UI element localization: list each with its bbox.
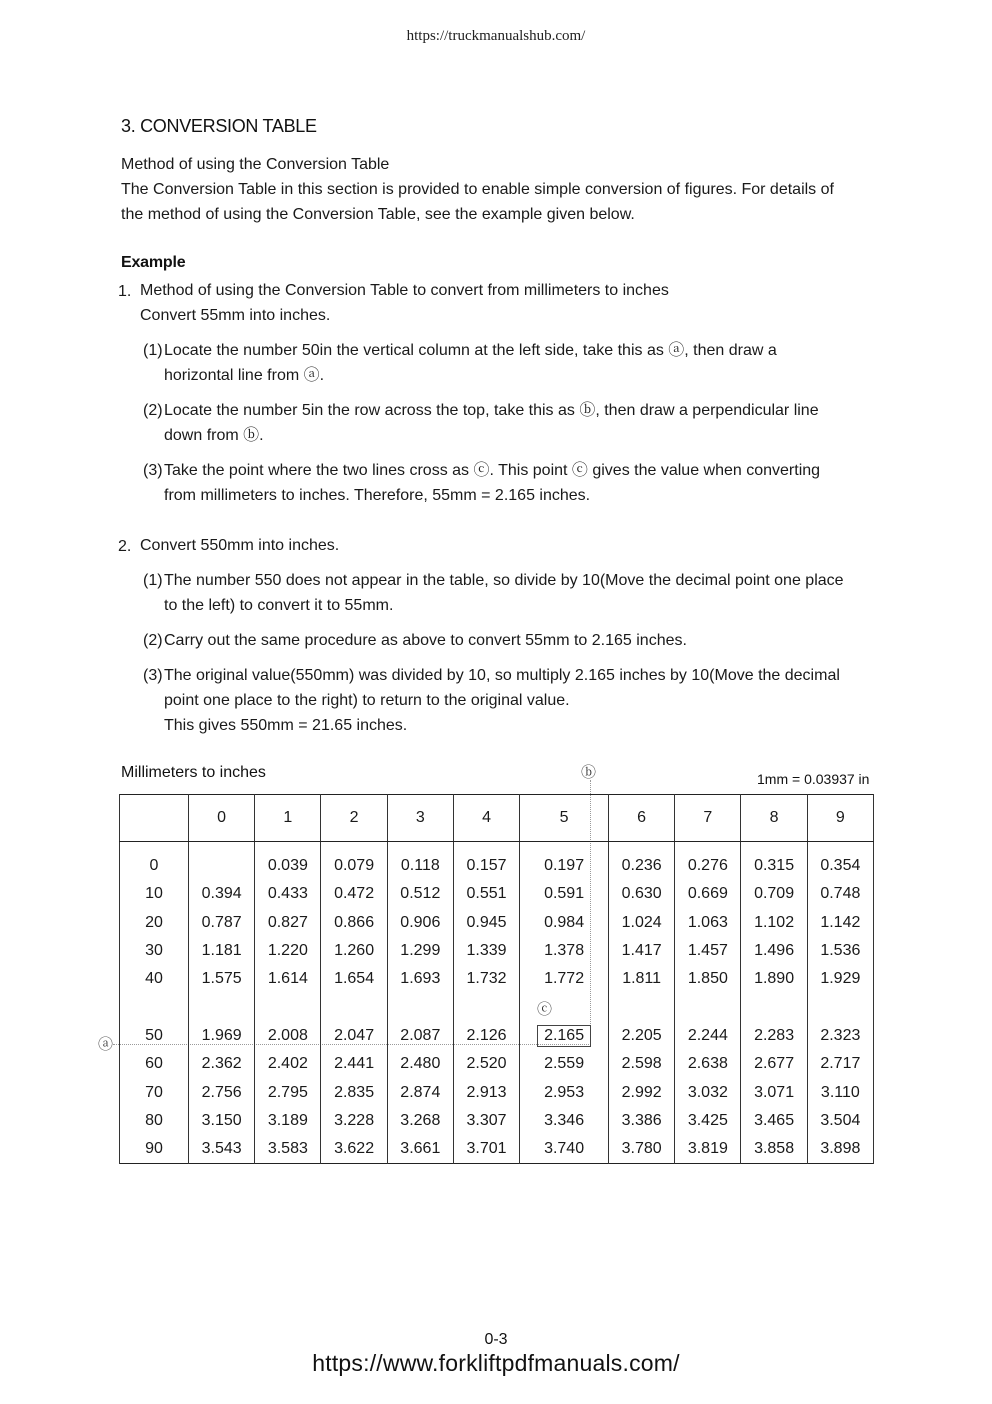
- table-cell: 0.512: [387, 880, 453, 908]
- column-header: 0: [189, 795, 255, 842]
- column-header: 7: [675, 795, 741, 842]
- table-cell: 3.701: [453, 1135, 519, 1164]
- table-spacer-cell: [675, 993, 741, 1021]
- table-cell: 3.780: [609, 1135, 675, 1164]
- example-1-text: Method of using the Conversion Table to convert from millimeters to inches: [140, 282, 669, 299]
- table-cell: 1.929: [807, 965, 873, 993]
- row-header-cell: 90: [120, 1135, 189, 1164]
- marker-c-icon: ⓒ: [537, 1001, 553, 1018]
- conversion-ratio: 1mm = 0.03937 in: [757, 771, 870, 787]
- table-cell: 1.969: [189, 1022, 255, 1050]
- table-cell: 0.787: [189, 909, 255, 937]
- table-cell: 3.858: [741, 1135, 807, 1164]
- table-cell: 0.039: [255, 842, 321, 881]
- table-cell: 3.543: [189, 1135, 255, 1164]
- row-header-cell: 10: [120, 880, 189, 908]
- step-line: down from ⓑ.: [164, 427, 264, 444]
- step-line: from millimeters to inches. Therefore, 55mm = 2.165 inches.: [164, 487, 591, 504]
- table-row: [120, 1050, 874, 1078]
- highlighted-cell: [520, 1022, 609, 1050]
- step-line: to the left) to convert it to 55mm.: [164, 597, 394, 614]
- table-cell: 3.307: [453, 1107, 519, 1135]
- table-cell: 3.465: [741, 1107, 807, 1135]
- table-cell: 1.890: [741, 965, 807, 993]
- row-header-cell: 20: [120, 909, 189, 937]
- table-cell: 3.268: [387, 1107, 453, 1135]
- table-spacer-cell: [520, 993, 609, 1021]
- table-cell: 1.654: [321, 965, 387, 993]
- highlighted-value: 2.165: [537, 1025, 591, 1047]
- table-cell: 2.205: [609, 1022, 675, 1050]
- table-cell: 1.063: [675, 909, 741, 937]
- table-cell: 0.906: [387, 909, 453, 937]
- step-line: The number 550 does not appear in the table, so divide by 10(Move the decimal point one place: [164, 572, 844, 589]
- table-spacer-cell: [120, 993, 189, 1021]
- column-header: [120, 795, 189, 842]
- table-cell: 1.772: [520, 965, 609, 993]
- table-cell: 1.299: [387, 937, 453, 965]
- table-cell: 3.819: [675, 1135, 741, 1164]
- step-line: Take the point where the two lines cross as ⓒ. This point ⓒ gives the value when converting: [164, 462, 821, 479]
- table-cell: 2.520: [453, 1050, 519, 1078]
- table-cell: 0.669: [675, 880, 741, 908]
- example-2-number: 2.: [118, 538, 132, 555]
- table-row: [120, 1022, 874, 1050]
- table-cell: 0.630: [609, 880, 675, 908]
- step-line: This gives 550mm = 21.65 inches.: [164, 717, 408, 734]
- example-1-text: Convert 55mm into inches.: [140, 307, 331, 324]
- step-label: (1): [143, 342, 163, 359]
- table-cell: 1.614: [255, 965, 321, 993]
- table-cell: 3.386: [609, 1107, 675, 1135]
- row-header-cell: 40: [120, 965, 189, 993]
- table-cell: 0.827: [255, 909, 321, 937]
- table-cell: 0.354: [807, 842, 873, 881]
- row-header-cell: 0: [120, 842, 189, 881]
- table-cell: 2.913: [453, 1078, 519, 1106]
- table-spacer-cell: [321, 993, 387, 1021]
- table-cell: 3.346: [520, 1107, 609, 1135]
- marker-b-icon: ⓑ: [581, 764, 597, 781]
- example-2-text: Convert 550mm into inches.: [140, 537, 340, 554]
- intro-paragraph: [121, 152, 873, 227]
- table-row: [120, 965, 874, 993]
- table-cell: 1.260: [321, 937, 387, 965]
- table-cell: 2.598: [609, 1050, 675, 1078]
- table-cell: 0.591: [520, 880, 609, 908]
- table-cell: 3.504: [807, 1107, 873, 1135]
- table-cell: 2.756: [189, 1078, 255, 1106]
- table-cell: 0.433: [255, 880, 321, 908]
- table-cell: 2.362: [189, 1050, 255, 1078]
- intro-line: Method of using the Conversion Table: [121, 156, 390, 173]
- column-header: 4: [453, 795, 519, 842]
- table-cell: 1.693: [387, 965, 453, 993]
- row-header-cell: 70: [120, 1078, 189, 1106]
- table-cell: 1.457: [675, 937, 741, 965]
- footer-url[interactable]: https://www.forkliftpdfmanuals.com/: [312, 1350, 680, 1376]
- table-cell: 0.079: [321, 842, 387, 881]
- table-cell: 0.472: [321, 880, 387, 908]
- step-line: point one place to the right) to return to the original value.: [164, 692, 570, 709]
- header-url[interactable]: https://truckmanualshub.com/: [406, 28, 586, 44]
- table-spacer-cell: [255, 993, 321, 1021]
- table-cell: 0.236: [609, 842, 675, 881]
- table-row: [120, 842, 874, 881]
- table-cell: 3.898: [807, 1135, 873, 1164]
- table-cell: 1.181: [189, 937, 255, 965]
- step-line: Locate the number 50in the vertical column at the left side, take this as ⓐ, then draw a: [164, 342, 777, 359]
- table-cell: 2.087: [387, 1022, 453, 1050]
- table-cell: 2.244: [675, 1022, 741, 1050]
- table-cell: 2.008: [255, 1022, 321, 1050]
- table-cell: 0.748: [807, 880, 873, 908]
- step-label: (1): [143, 572, 163, 589]
- table-cell: 2.402: [255, 1050, 321, 1078]
- intro-line: The Conversion Table in this section is provided to enable simple conversion of figures. For details of: [121, 181, 834, 198]
- column-header: 6: [609, 795, 675, 842]
- table-cell: 0.315: [741, 842, 807, 881]
- page-number: 0-3: [484, 1331, 508, 1348]
- table-cell: 1.102: [741, 909, 807, 937]
- table-cell: 3.661: [387, 1135, 453, 1164]
- table-cell: 2.323: [807, 1022, 873, 1050]
- table-header-row: [120, 795, 874, 842]
- row-header-cell: 80: [120, 1107, 189, 1135]
- table-cell: 1.142: [807, 909, 873, 937]
- example-1-number: 1.: [118, 283, 132, 300]
- table-cell: 3.740: [520, 1135, 609, 1164]
- step-label: (2): [143, 632, 163, 649]
- step-line: Locate the number 5in the row across the top, take this as ⓑ, then draw a perpendicular line: [164, 402, 819, 419]
- conversion-table: [119, 794, 874, 1164]
- table-spacer-cell: [741, 993, 807, 1021]
- table-spacer-row: [120, 993, 874, 1021]
- table-cell: 1.850: [675, 965, 741, 993]
- table-cell: 2.480: [387, 1050, 453, 1078]
- table-row: [120, 1135, 874, 1164]
- table-cell: 2.953: [520, 1078, 609, 1106]
- table-cell: 3.110: [807, 1078, 873, 1106]
- table-cell: 1.536: [807, 937, 873, 965]
- table-cell: 0.276: [675, 842, 741, 881]
- table-cell: 2.638: [675, 1050, 741, 1078]
- table-cell: 1.811: [609, 965, 675, 993]
- table-cell: 0.551: [453, 880, 519, 908]
- table-cell: 2.835: [321, 1078, 387, 1106]
- table-cell: [189, 842, 255, 881]
- table-cell: 0.157: [453, 842, 519, 881]
- table-cell: 3.150: [189, 1107, 255, 1135]
- table-spacer-cell: [453, 993, 519, 1021]
- table-cell: 3.583: [255, 1135, 321, 1164]
- table-cell: 2.559: [520, 1050, 609, 1078]
- step-line: The original value(550mm) was divided by 10, so multiply 2.165 inches by 10(Move the decimal: [164, 667, 840, 684]
- table-cell: 3.032: [675, 1078, 741, 1106]
- column-header: 9: [807, 795, 873, 842]
- table-cell: 2.126: [453, 1022, 519, 1050]
- table-cell: 0.197: [520, 842, 609, 881]
- table-row: [120, 1078, 874, 1106]
- column-header: 2: [321, 795, 387, 842]
- table-cell: 0.394: [189, 880, 255, 908]
- table-spacer-cell: [387, 993, 453, 1021]
- table-caption: Millimeters to inches: [121, 764, 266, 781]
- table-row: [120, 880, 874, 908]
- table-cell: 3.228: [321, 1107, 387, 1135]
- table-cell: 1.732: [453, 965, 519, 993]
- table-cell: 2.677: [741, 1050, 807, 1078]
- table-row: [120, 909, 874, 937]
- table-cell: 1.024: [609, 909, 675, 937]
- column-header: 3: [387, 795, 453, 842]
- table-cell: 0.118: [387, 842, 453, 881]
- table-cell: 1.417: [609, 937, 675, 965]
- table-cell: 2.874: [387, 1078, 453, 1106]
- step-line: Carry out the same procedure as above to convert 55mm to 2.165 inches.: [164, 632, 687, 649]
- table-cell: 2.441: [321, 1050, 387, 1078]
- column-header: 1: [255, 795, 321, 842]
- table-cell: 0.709: [741, 880, 807, 908]
- step-line: horizontal line from ⓐ.: [164, 367, 325, 384]
- intro-line: the method of using the Conversion Table, see the example given below.: [121, 206, 635, 223]
- step-label: (3): [143, 462, 163, 479]
- column-header: 8: [741, 795, 807, 842]
- example-heading: Example: [121, 254, 186, 271]
- table-cell: 3.071: [741, 1078, 807, 1106]
- table-cell: 1.220: [255, 937, 321, 965]
- table-cell: 0.866: [321, 909, 387, 937]
- table-row: [120, 1107, 874, 1135]
- table-spacer-cell: [807, 993, 873, 1021]
- row-header-cell: 50: [120, 1022, 189, 1050]
- table-cell: 2.047: [321, 1022, 387, 1050]
- table-cell: 3.622: [321, 1135, 387, 1164]
- table-spacer-cell: [609, 993, 675, 1021]
- table-cell: 3.189: [255, 1107, 321, 1135]
- table-cell: 1.378: [520, 937, 609, 965]
- section-title: 3. CONVERSION TABLE: [121, 116, 317, 136]
- table-cell: 0.945: [453, 909, 519, 937]
- table-cell: 0.984: [520, 909, 609, 937]
- row-header-cell: 30: [120, 937, 189, 965]
- table-cell: 3.425: [675, 1107, 741, 1135]
- step-label: (2): [143, 402, 163, 419]
- table-cell: 1.496: [741, 937, 807, 965]
- table-spacer-cell: [189, 993, 255, 1021]
- step-label: (3): [143, 667, 163, 684]
- table-cell: 2.283: [741, 1022, 807, 1050]
- marker-a-icon: ⓐ: [98, 1036, 114, 1053]
- table-row: [120, 937, 874, 965]
- column-header: 5: [520, 795, 609, 842]
- table-cell: 2.717: [807, 1050, 873, 1078]
- table-cell: 1.339: [453, 937, 519, 965]
- table-cell: 2.992: [609, 1078, 675, 1106]
- table-cell: 2.795: [255, 1078, 321, 1106]
- table-cell: 1.575: [189, 965, 255, 993]
- row-header-cell: 60: [120, 1050, 189, 1078]
